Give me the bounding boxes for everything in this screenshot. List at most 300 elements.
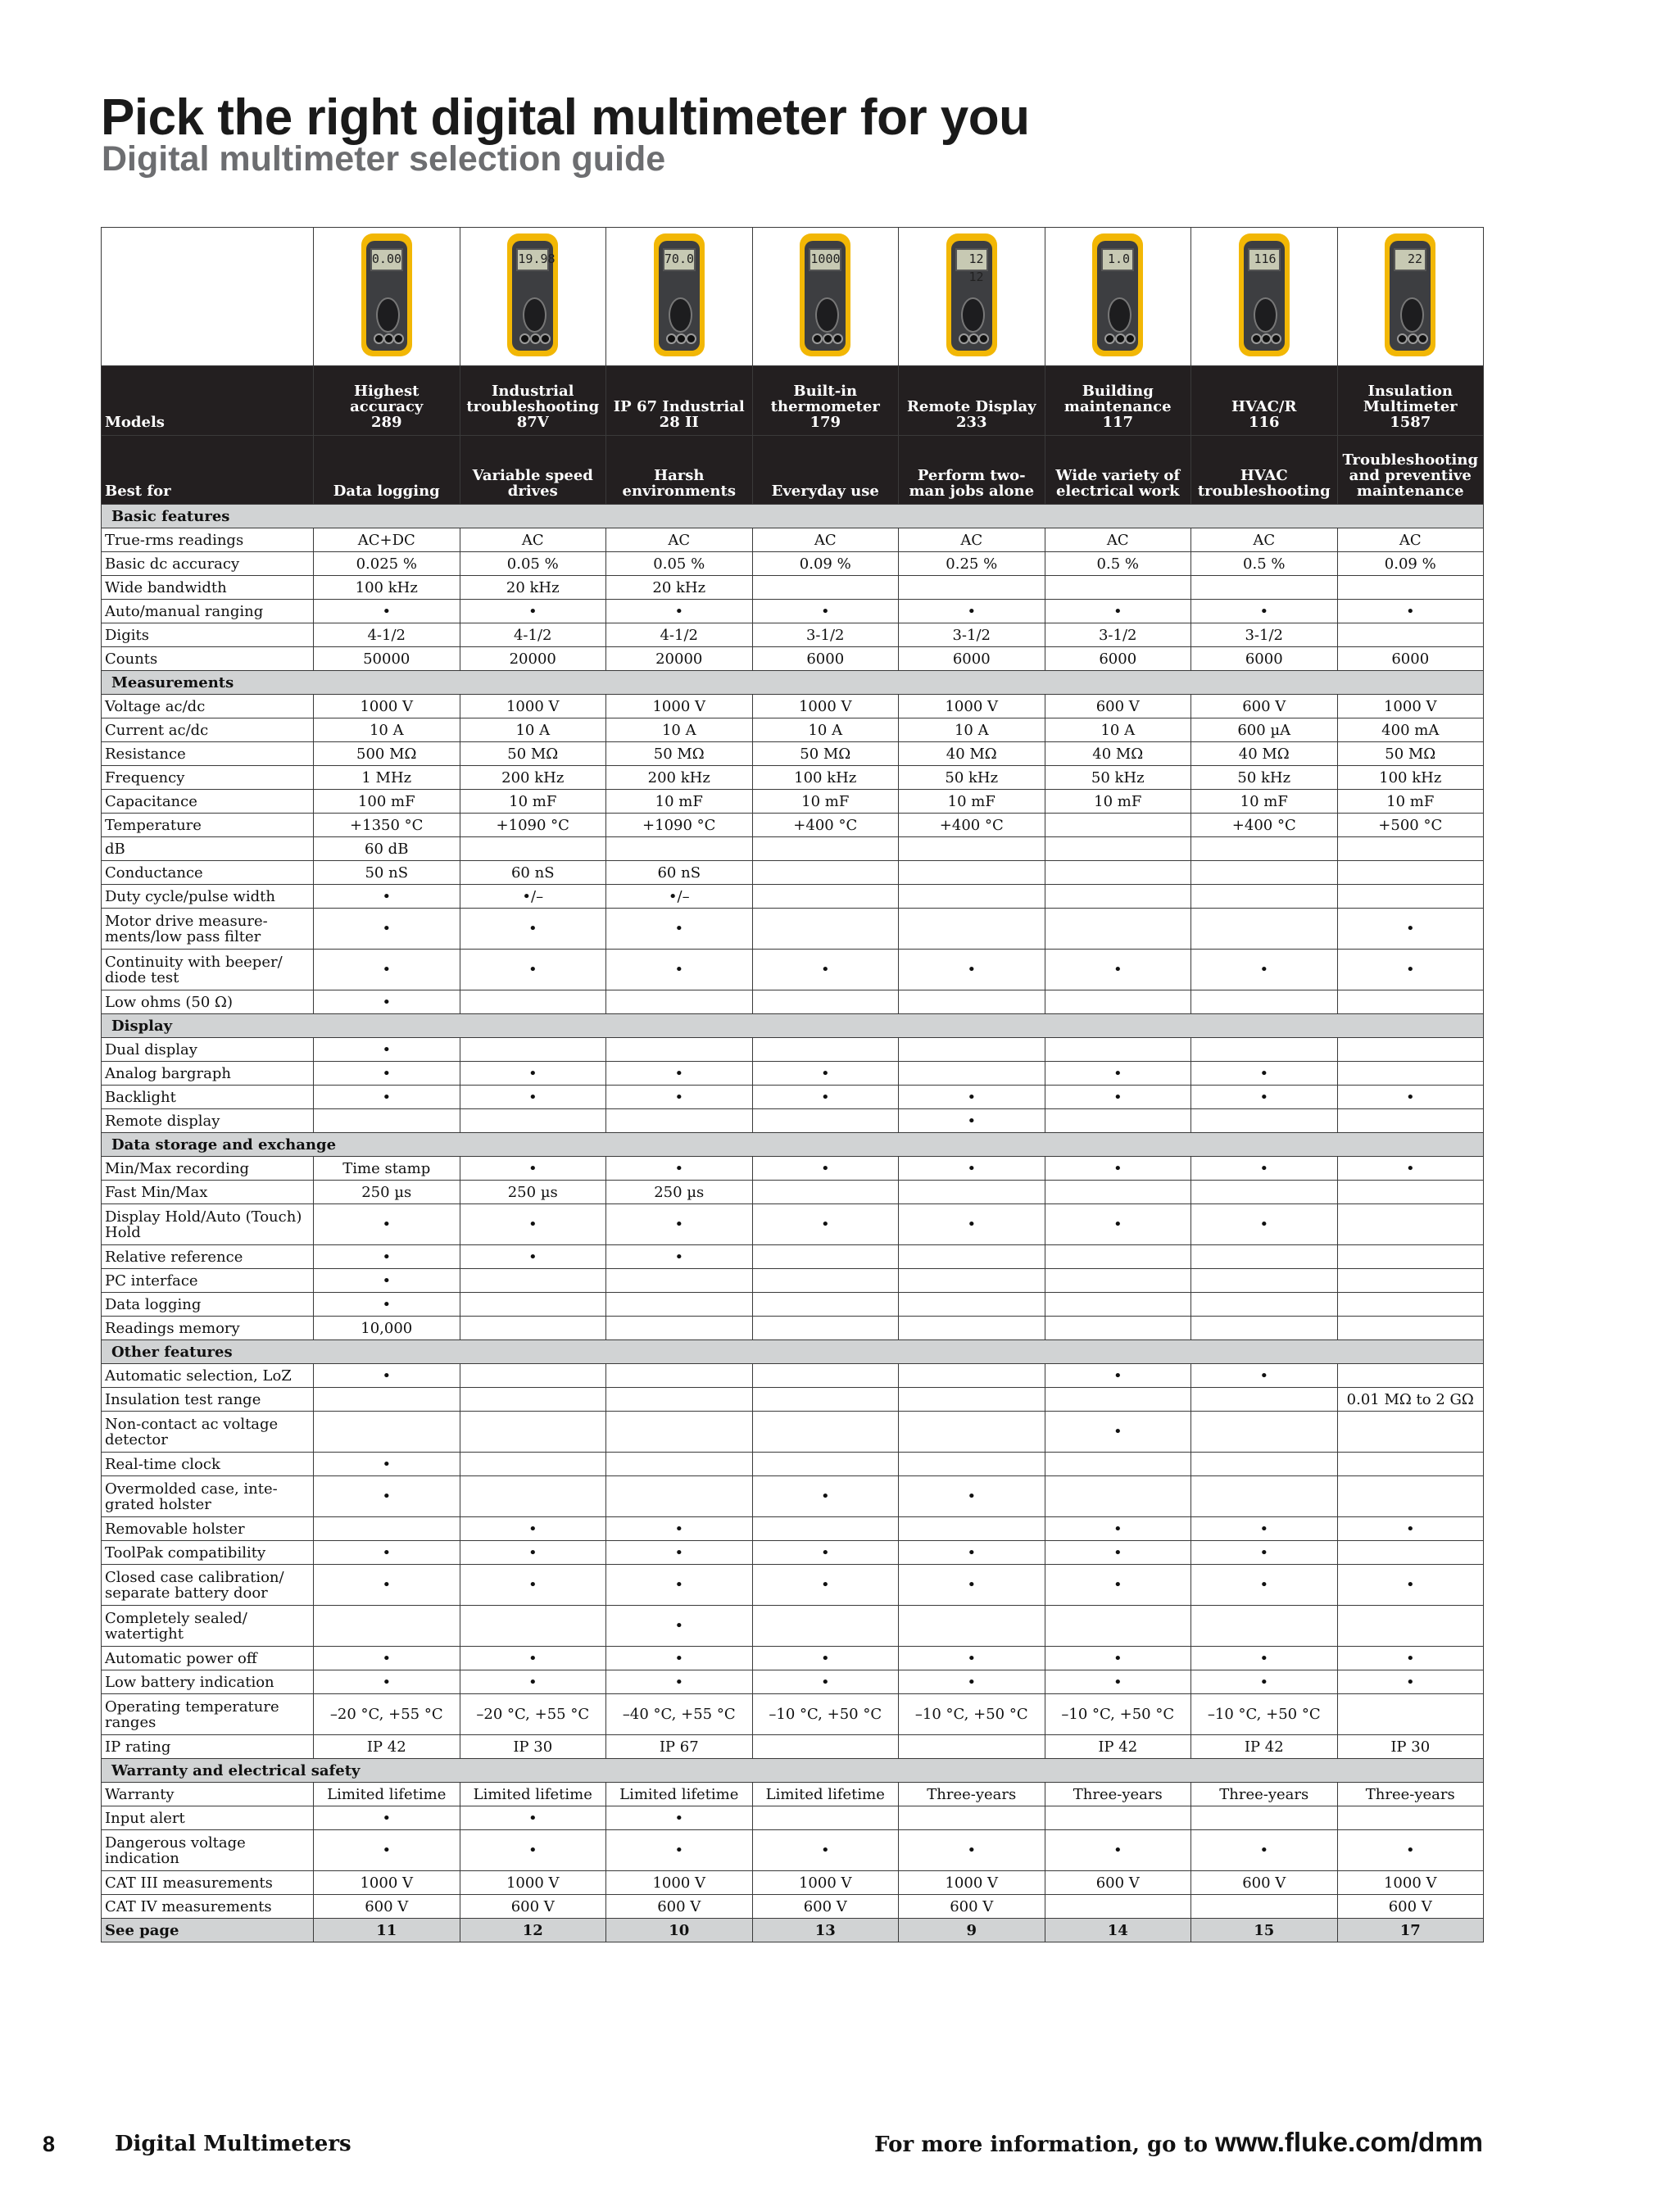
feature-value: 50 kHz — [1191, 766, 1338, 790]
feature-value: 200 kHz — [460, 766, 606, 790]
feature-value: +500 °C — [1337, 814, 1484, 837]
feature-value — [1191, 837, 1338, 861]
model-number: 289 — [370, 414, 402, 431]
feature-value — [1337, 576, 1484, 600]
feature-value: • — [899, 1647, 1045, 1670]
section-header-row — [102, 1014, 1484, 1038]
feature-value: • — [899, 600, 1045, 623]
feature-value — [460, 837, 606, 861]
feature-value: 1000 V — [460, 1871, 606, 1895]
feature-value: • — [606, 909, 753, 950]
feature-value: • — [606, 1606, 753, 1647]
feature-value: 3-1/2 — [752, 623, 899, 647]
feature-value: • — [460, 1541, 606, 1565]
feature-label: Auto/manual ranging — [102, 600, 314, 623]
feature-value: 60 dB — [314, 837, 460, 861]
meter-jack — [374, 333, 384, 344]
feature-value: • — [314, 1364, 460, 1388]
feature-value: 20 kHz — [460, 576, 606, 600]
table-row — [102, 766, 1484, 790]
feature-value — [1337, 1038, 1484, 1062]
model-number: 117 — [1102, 414, 1134, 431]
table-row — [102, 950, 1484, 990]
meter-screen: 70.0 — [663, 248, 696, 271]
feature-value: • — [460, 1830, 606, 1871]
feature-value: • — [899, 1565, 1045, 1606]
table-row — [102, 1541, 1484, 1565]
feature-value: • — [1191, 1364, 1338, 1388]
feature-value — [752, 1388, 899, 1412]
product-image-cell — [899, 228, 1045, 366]
feature-value: • — [460, 1245, 606, 1269]
meter-jack — [1417, 333, 1428, 344]
feature-value — [899, 837, 1045, 861]
feature-value: 20000 — [606, 647, 753, 671]
feature-value: • — [1045, 1086, 1191, 1109]
meter-jack — [1408, 333, 1418, 344]
model-description: Highest accuracy — [350, 383, 424, 415]
feature-value: 10 mF — [1191, 790, 1338, 814]
feature-value: AC+DC — [314, 528, 460, 552]
feature-value: • — [314, 1204, 460, 1245]
table-row — [102, 814, 1484, 837]
table-row — [102, 1038, 1484, 1062]
empty-corner-cell — [102, 228, 314, 366]
feature-value: • — [314, 600, 460, 623]
feature-value — [752, 1517, 899, 1541]
feature-label: CAT III measurements — [102, 1871, 314, 1895]
feature-value — [314, 1606, 460, 1647]
feature-value: 50 kHz — [1045, 766, 1191, 790]
feature-value — [460, 1364, 606, 1388]
feature-value: • — [752, 1670, 899, 1694]
model-description: Remote Display — [906, 398, 1036, 415]
best-for-cell: Everyday use — [752, 436, 899, 505]
feature-value — [1337, 1062, 1484, 1086]
feature-value: • — [752, 1476, 899, 1517]
feature-label: Resistance — [102, 742, 314, 766]
best-for-cell: HVAC troubleshooting — [1191, 436, 1338, 505]
feature-value — [1191, 1453, 1338, 1476]
feature-value — [899, 1038, 1045, 1062]
feature-value: +1090 °C — [606, 814, 753, 837]
model-number: 1587 — [1390, 414, 1431, 431]
feature-value — [1045, 1181, 1191, 1204]
feature-value: • — [899, 950, 1045, 990]
table-row — [102, 1606, 1484, 1647]
feature-value — [1337, 623, 1484, 647]
feature-value — [1045, 1245, 1191, 1269]
feature-value — [460, 1317, 606, 1340]
model-header-cell — [1337, 366, 1484, 436]
meter-screen: 1.0 — [1101, 248, 1134, 271]
see-page-link[interactable]: 17 — [1337, 1919, 1484, 1942]
model-header-cell — [460, 366, 606, 436]
feature-value: Limited lifetime — [606, 1783, 753, 1806]
feature-value — [1337, 1181, 1484, 1204]
product-image-cell — [606, 228, 753, 366]
feature-value: • — [752, 1157, 899, 1181]
model-header-cell — [1191, 366, 1338, 436]
feature-value: • — [314, 1269, 460, 1293]
feature-value: +1090 °C — [460, 814, 606, 837]
feature-value: 0.09 % — [752, 552, 899, 576]
feature-value — [460, 1453, 606, 1476]
feature-value: 600 V — [752, 1895, 899, 1919]
feature-value: 10 mF — [899, 790, 1045, 814]
section-header-row — [102, 671, 1484, 695]
feature-label: Low battery indication — [102, 1670, 314, 1694]
feature-value: 10 A — [752, 718, 899, 742]
meter-dial — [669, 297, 692, 333]
feature-value: 0.05 % — [606, 552, 753, 576]
feature-value: 400 mA — [1337, 718, 1484, 742]
feature-value: • — [1045, 1565, 1191, 1606]
feature-value: • — [460, 909, 606, 950]
feature-value: 10,000 — [314, 1317, 460, 1340]
feature-value — [1337, 1109, 1484, 1133]
feature-value: • — [606, 1245, 753, 1269]
feature-value: • — [1045, 1517, 1191, 1541]
model-description: HVAC/R — [1231, 398, 1297, 415]
feature-value — [606, 1269, 753, 1293]
feature-value — [752, 1453, 899, 1476]
feature-value: 600 V — [1337, 1895, 1484, 1919]
table-row — [102, 790, 1484, 814]
see-page-link[interactable]: 15 — [1191, 1919, 1338, 1942]
feature-value: 10 A — [460, 718, 606, 742]
feature-value: • — [606, 1647, 753, 1670]
feature-value — [460, 1606, 606, 1647]
feature-value: 600 V — [606, 1895, 753, 1919]
feature-value: 10 mF — [606, 790, 753, 814]
feature-value: • — [1191, 1565, 1338, 1606]
best-for-cell: Perform two-man jobs alone — [899, 436, 1045, 505]
feature-value — [1191, 1181, 1338, 1204]
feature-value — [899, 885, 1045, 909]
see-page-link[interactable]: 13 — [752, 1919, 899, 1942]
model-description: Building maintenance — [1063, 383, 1172, 415]
feature-value: • — [752, 1062, 899, 1086]
best-for-row — [102, 436, 1484, 505]
feature-value: Three-years — [1337, 1783, 1484, 1806]
feature-value — [1337, 1694, 1484, 1735]
feature-value: 10 A — [1045, 718, 1191, 742]
feature-value — [1191, 1388, 1338, 1412]
table-row — [102, 1806, 1484, 1830]
see-page-link[interactable]: 14 — [1045, 1919, 1191, 1942]
model-header-cell — [899, 366, 1045, 436]
feature-label: Fast Min/Max — [102, 1181, 314, 1204]
feature-value: • — [460, 1157, 606, 1181]
feature-value — [606, 990, 753, 1014]
feature-value: 250 µs — [606, 1181, 753, 1204]
meter-jack — [1251, 333, 1262, 344]
feature-value — [460, 1269, 606, 1293]
feature-value: Three-years — [1191, 1783, 1338, 1806]
feature-value: 600 V — [460, 1895, 606, 1919]
feature-value — [752, 1109, 899, 1133]
feature-value: • — [899, 1670, 1045, 1694]
feature-label: Completely sealed/ watertight — [102, 1606, 314, 1647]
feature-value: • — [460, 1062, 606, 1086]
feature-value: AC — [1045, 528, 1191, 552]
selection-guide-table — [101, 227, 1484, 1942]
feature-value: 4-1/2 — [606, 623, 753, 647]
feature-value — [1045, 1038, 1191, 1062]
meter-jack — [959, 333, 969, 344]
feature-value: • — [314, 1293, 460, 1317]
feature-value: 50 MΩ — [606, 742, 753, 766]
see-page-link[interactable]: 9 — [899, 1919, 1045, 1942]
feature-value — [1337, 1245, 1484, 1269]
table-row — [102, 528, 1484, 552]
feature-value — [899, 1453, 1045, 1476]
feature-value — [1045, 1806, 1191, 1830]
feature-label: Non-contact ac voltage detector — [102, 1412, 314, 1453]
table-row — [102, 1670, 1484, 1694]
feature-value — [1191, 885, 1338, 909]
multimeter-image — [1092, 233, 1143, 356]
table-row — [102, 885, 1484, 909]
feature-value: • — [1337, 1830, 1484, 1871]
feature-value — [460, 1388, 606, 1412]
feature-value: • — [314, 1541, 460, 1565]
feature-value: • — [460, 600, 606, 623]
feature-value: 10 mF — [752, 790, 899, 814]
feature-value — [899, 1062, 1045, 1086]
table-row — [102, 909, 1484, 950]
feature-value: • — [606, 1565, 753, 1606]
feature-value — [1337, 990, 1484, 1014]
feature-label: Real-time clock — [102, 1453, 314, 1476]
table-row — [102, 647, 1484, 671]
feature-value — [1191, 1317, 1338, 1340]
feature-value: AC — [752, 528, 899, 552]
feature-value: 1000 V — [899, 695, 1045, 718]
feature-value: • — [1045, 1364, 1191, 1388]
feature-value: 0.05 % — [460, 552, 606, 576]
model-number: 179 — [810, 414, 841, 431]
meter-dial — [1254, 297, 1277, 333]
feature-value: 100 kHz — [752, 766, 899, 790]
table-row — [102, 1204, 1484, 1245]
multimeter-image — [946, 233, 997, 356]
feature-value — [314, 1412, 460, 1453]
product-image-cell — [1337, 228, 1484, 366]
feature-value: IP 42 — [1191, 1735, 1338, 1759]
feature-value: • — [606, 1062, 753, 1086]
best-for-cell: Troubleshooting and preventive maintenance — [1337, 436, 1484, 505]
feature-value — [752, 1364, 899, 1388]
see-page-link[interactable]: 12 — [460, 1919, 606, 1942]
feature-value: +400 °C — [899, 814, 1045, 837]
table-row — [102, 1476, 1484, 1517]
feature-value: 0.5 % — [1045, 552, 1191, 576]
feature-value — [899, 1317, 1045, 1340]
feature-value — [606, 837, 753, 861]
feature-value: • — [314, 1806, 460, 1830]
page-number: 8 — [43, 2132, 56, 2156]
feature-value — [1191, 1293, 1338, 1317]
feature-value: 1000 V — [606, 695, 753, 718]
feature-value: • — [314, 1670, 460, 1694]
feature-value — [1045, 1388, 1191, 1412]
feature-value: • — [899, 1109, 1045, 1133]
feature-value — [899, 1269, 1045, 1293]
feature-value: 50 MΩ — [1337, 742, 1484, 766]
feature-value — [752, 1806, 899, 1830]
meter-screen: 0.00 — [370, 248, 403, 271]
table-row — [102, 1565, 1484, 1606]
feature-value — [899, 1388, 1045, 1412]
feature-value — [752, 1412, 899, 1453]
feature-value — [1045, 837, 1191, 861]
feature-value: • — [1337, 1517, 1484, 1541]
model-number: 116 — [1248, 414, 1280, 431]
meter-jack — [383, 333, 394, 344]
feature-value — [1191, 1806, 1338, 1830]
feature-value: • — [1191, 600, 1338, 623]
see-page-row — [102, 1919, 1484, 1942]
table-row — [102, 1157, 1484, 1181]
best-for-cell: Data logging — [314, 436, 460, 505]
meter-jack — [968, 333, 979, 344]
meter-dial — [376, 297, 400, 333]
model-description: Insulation Multimeter — [1363, 383, 1458, 415]
feature-value — [1045, 990, 1191, 1014]
feature-value: • — [1045, 1062, 1191, 1086]
feature-value: 3-1/2 — [899, 623, 1045, 647]
meter-screen: 116 — [1248, 248, 1281, 271]
feature-value — [1191, 1038, 1338, 1062]
feature-label: Removable holster — [102, 1517, 314, 1541]
feature-value: • — [1045, 1204, 1191, 1245]
multimeter-image — [507, 233, 558, 356]
meter-jack — [1115, 333, 1126, 344]
product-image-cell — [1191, 228, 1338, 366]
feature-label: PC interface — [102, 1269, 314, 1293]
section-title: Warranty and electrical safety — [102, 1759, 1484, 1783]
feature-value — [899, 1735, 1045, 1759]
multimeter-image — [1385, 233, 1435, 356]
see-page-link[interactable]: 10 — [606, 1919, 753, 1942]
feature-value: • — [1337, 1565, 1484, 1606]
feature-value — [314, 1388, 460, 1412]
feature-label: ToolPak compatibility — [102, 1541, 314, 1565]
multimeter-image — [654, 233, 705, 356]
feature-value: • — [606, 950, 753, 990]
feature-value: • — [460, 1670, 606, 1694]
feature-label: Capacitance — [102, 790, 314, 814]
see-page-link[interactable]: 11 — [314, 1919, 460, 1942]
feature-value: 50 MΩ — [752, 742, 899, 766]
feature-value: 1 MHz — [314, 766, 460, 790]
feature-value: 3-1/2 — [1191, 623, 1338, 647]
feature-value — [1045, 1895, 1191, 1919]
feature-value — [899, 1412, 1045, 1453]
feature-value: 500 MΩ — [314, 742, 460, 766]
meter-jack — [666, 333, 677, 344]
feature-value: 10 A — [606, 718, 753, 742]
feature-label: Readings memory — [102, 1317, 314, 1340]
feature-value — [899, 1606, 1045, 1647]
meter-dial — [1400, 297, 1424, 333]
feature-value — [752, 1317, 899, 1340]
feature-value: • — [1045, 1670, 1191, 1694]
footer-section: Digital Multimeters — [115, 2132, 351, 2156]
feature-value: • — [1337, 1157, 1484, 1181]
feature-value — [1191, 1606, 1338, 1647]
feature-value: • — [606, 1517, 753, 1541]
feature-value: Three-years — [899, 1783, 1045, 1806]
feature-value: • — [460, 1517, 606, 1541]
feature-label: Current ac/dc — [102, 718, 314, 742]
feature-value: Time stamp — [314, 1157, 460, 1181]
feature-label: Duty cycle/pulse width — [102, 885, 314, 909]
feature-value: • — [1337, 1086, 1484, 1109]
feature-value: 20000 — [460, 647, 606, 671]
feature-value: • — [1337, 600, 1484, 623]
feature-label: dB — [102, 837, 314, 861]
table-row — [102, 552, 1484, 576]
feature-label: Temperature — [102, 814, 314, 837]
model-number: 87V — [516, 414, 549, 431]
feature-value: • — [606, 600, 753, 623]
feature-value — [899, 1806, 1045, 1830]
table-row — [102, 1735, 1484, 1759]
feature-value — [1191, 990, 1338, 1014]
feature-value — [1191, 1412, 1338, 1453]
product-image-cell — [1045, 228, 1191, 366]
feature-value: • — [752, 1647, 899, 1670]
feature-label: Frequency — [102, 766, 314, 790]
feature-value — [1045, 814, 1191, 837]
feature-value: • — [1191, 1647, 1338, 1670]
meter-screen: 22 — [1394, 248, 1426, 271]
feature-value — [752, 861, 899, 885]
feature-value: • — [314, 909, 460, 950]
feature-label: Low ohms (50 Ω) — [102, 990, 314, 1014]
feature-value: AC — [1191, 528, 1338, 552]
feature-value — [1337, 885, 1484, 909]
feature-value — [606, 1453, 753, 1476]
feature-value: 1000 V — [460, 695, 606, 718]
multimeter-image — [1239, 233, 1290, 356]
feature-value: • — [752, 1565, 899, 1606]
feature-value: • — [1337, 950, 1484, 990]
feature-value: • — [314, 1565, 460, 1606]
feature-value — [752, 1735, 899, 1759]
feature-value — [460, 1476, 606, 1517]
feature-value: • — [606, 1204, 753, 1245]
feature-label: Overmolded case, inte-grated holster — [102, 1476, 314, 1517]
feature-value — [1045, 576, 1191, 600]
feature-value: • — [1191, 1086, 1338, 1109]
feature-value — [752, 1606, 899, 1647]
feature-value: • — [752, 1541, 899, 1565]
feature-value — [752, 885, 899, 909]
feature-value: 6000 — [899, 647, 1045, 671]
feature-value: • — [1045, 950, 1191, 990]
feature-value: 100 kHz — [314, 576, 460, 600]
feature-value — [460, 990, 606, 1014]
footer-url[interactable]: www.fluke.com/dmm — [1214, 2127, 1483, 2157]
feature-value: • — [606, 1541, 753, 1565]
feature-value: IP 30 — [460, 1735, 606, 1759]
feature-value: • — [752, 950, 899, 990]
feature-value — [314, 1109, 460, 1133]
